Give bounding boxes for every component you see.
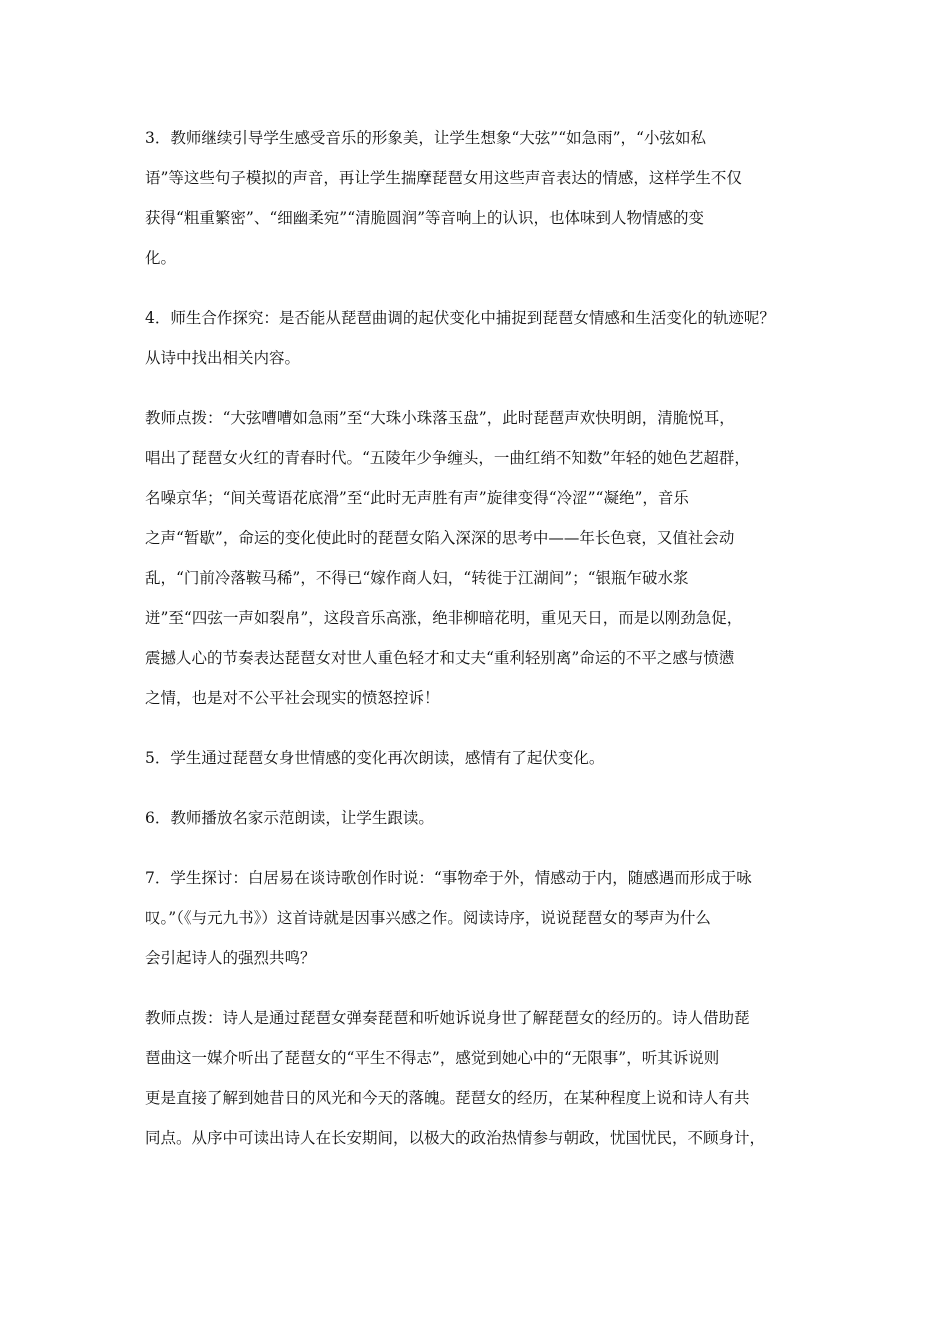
paragraph-teacher-guidance-1 (145, 398, 835, 718)
paragraph-gap (145, 718, 835, 738)
paragraph-gap (145, 978, 835, 998)
text-line: 6．教师播放名家示范朗读，让学生跟读。 (145, 809, 434, 827)
text-line: 获得“粗重繁密”、“细幽柔宛”“清脆圆润”等音响上的认识，也体味到人物情感的变 (145, 209, 705, 227)
paragraph-gap (145, 378, 835, 398)
text-line: 5．学生通过琵琶女身世情感的变化再次朗读，感情有了起伏变化。 (145, 749, 605, 767)
paragraph-step-4 (145, 298, 835, 378)
paragraph-gap (145, 278, 835, 298)
paragraph-step-7 (145, 858, 835, 978)
text-line: 叹。”（《与元九书》）这首诗就是因事兴感之作。阅读诗序，说说琵琶女的琴声为什么 (145, 909, 711, 927)
text-line: 乱，“门前冷落鞍马稀”，不得已“嫁作商人妇，“转徙于江湖间”；“银瓶乍破水浆 (145, 569, 689, 587)
text-line: 3．教师继续引导学生感受音乐的形象美，让学生想象“大弦”“如急雨”，“小弦如私 (145, 129, 706, 147)
text-line: 更是直接了解到她昔日的风光和今天的落魄。琵琶女的经历，在某种程度上说和诗人有共 (145, 1089, 750, 1107)
text-line: 教师点拨：“大弦嘈嘈如急雨”至“大珠小珠落玉盘”，此时琵琶声欢快明朗，清脆悦耳， (145, 409, 735, 427)
text-line: 震撼人心的节奏表达琵琶女对世人重色轻才和丈夫“重利轻别离”命运的不平之感与愤懑 (145, 649, 735, 667)
text-line: 会引起诗人的强烈共鸣？ (145, 949, 316, 967)
text-line: 琶曲这一媒介听出了琵琶女的“平生不得志”，感觉到她心中的“无限事”，听其诉说则 (145, 1049, 720, 1067)
text-line: 之情，也是对不公平社会现实的愤怒控诉！ (145, 689, 440, 707)
paragraph-step-6 (145, 798, 835, 838)
text-line: 之声“暂歇”，命运的变化使此时的琵琶女陷入深深的思考中——年长色衰，又值社会动 (145, 529, 735, 547)
paragraph-teacher-guidance-2 (145, 998, 835, 1158)
text-line: 迸”至“四弦一声如裂帛”，这段音乐高涨，绝非柳暗花明，重见天日，而是以刚劲急促， (145, 609, 743, 627)
text-line: 名噪京华；“间关莺语花底滑”至“此时无声胜有声”旋律变得“冷涩”“凝绝”，音乐 (145, 489, 689, 507)
document-body (145, 118, 835, 1158)
text-line: 教师点拨：诗人是通过琵琶女弹奏琵琶和听她诉说身世了解琵琶女的经历的。诗人借助琵 (145, 1009, 750, 1027)
paragraph-step-5 (145, 738, 835, 778)
text-line: 从诗中找出相关内容。 (145, 349, 301, 367)
text-line: 唱出了琵琶女火红的青春时代。“五陵年少争缠头，一曲红绡不知数”年轻的她色艺超群， (145, 449, 750, 467)
text-line: 4．师生合作探究：是否能从琵琶曲调的起伏变化中捕捉到琵琶女情感和生活变化的轨迹呢？ (145, 309, 775, 327)
paragraph-gap (145, 778, 835, 798)
paragraph-gap (145, 838, 835, 858)
paragraph-step-3 (145, 118, 835, 278)
text-line: 语”等这些句子模拟的声音，再让学生揣摩琵琶女用这些声音表达的情感，这样学生不仅 (145, 169, 742, 187)
text-line: 化。 (145, 249, 177, 267)
text-line: 7．学生探讨：白居易在谈诗歌创作时说：“事物牵于外，情感动于内，随感遇而形成于咏 (145, 869, 752, 887)
text-line: 同点。从序中可读出诗人在长安期间，以极大的政治热情参与朝政，忧国忧民，不顾身计， (145, 1129, 766, 1147)
